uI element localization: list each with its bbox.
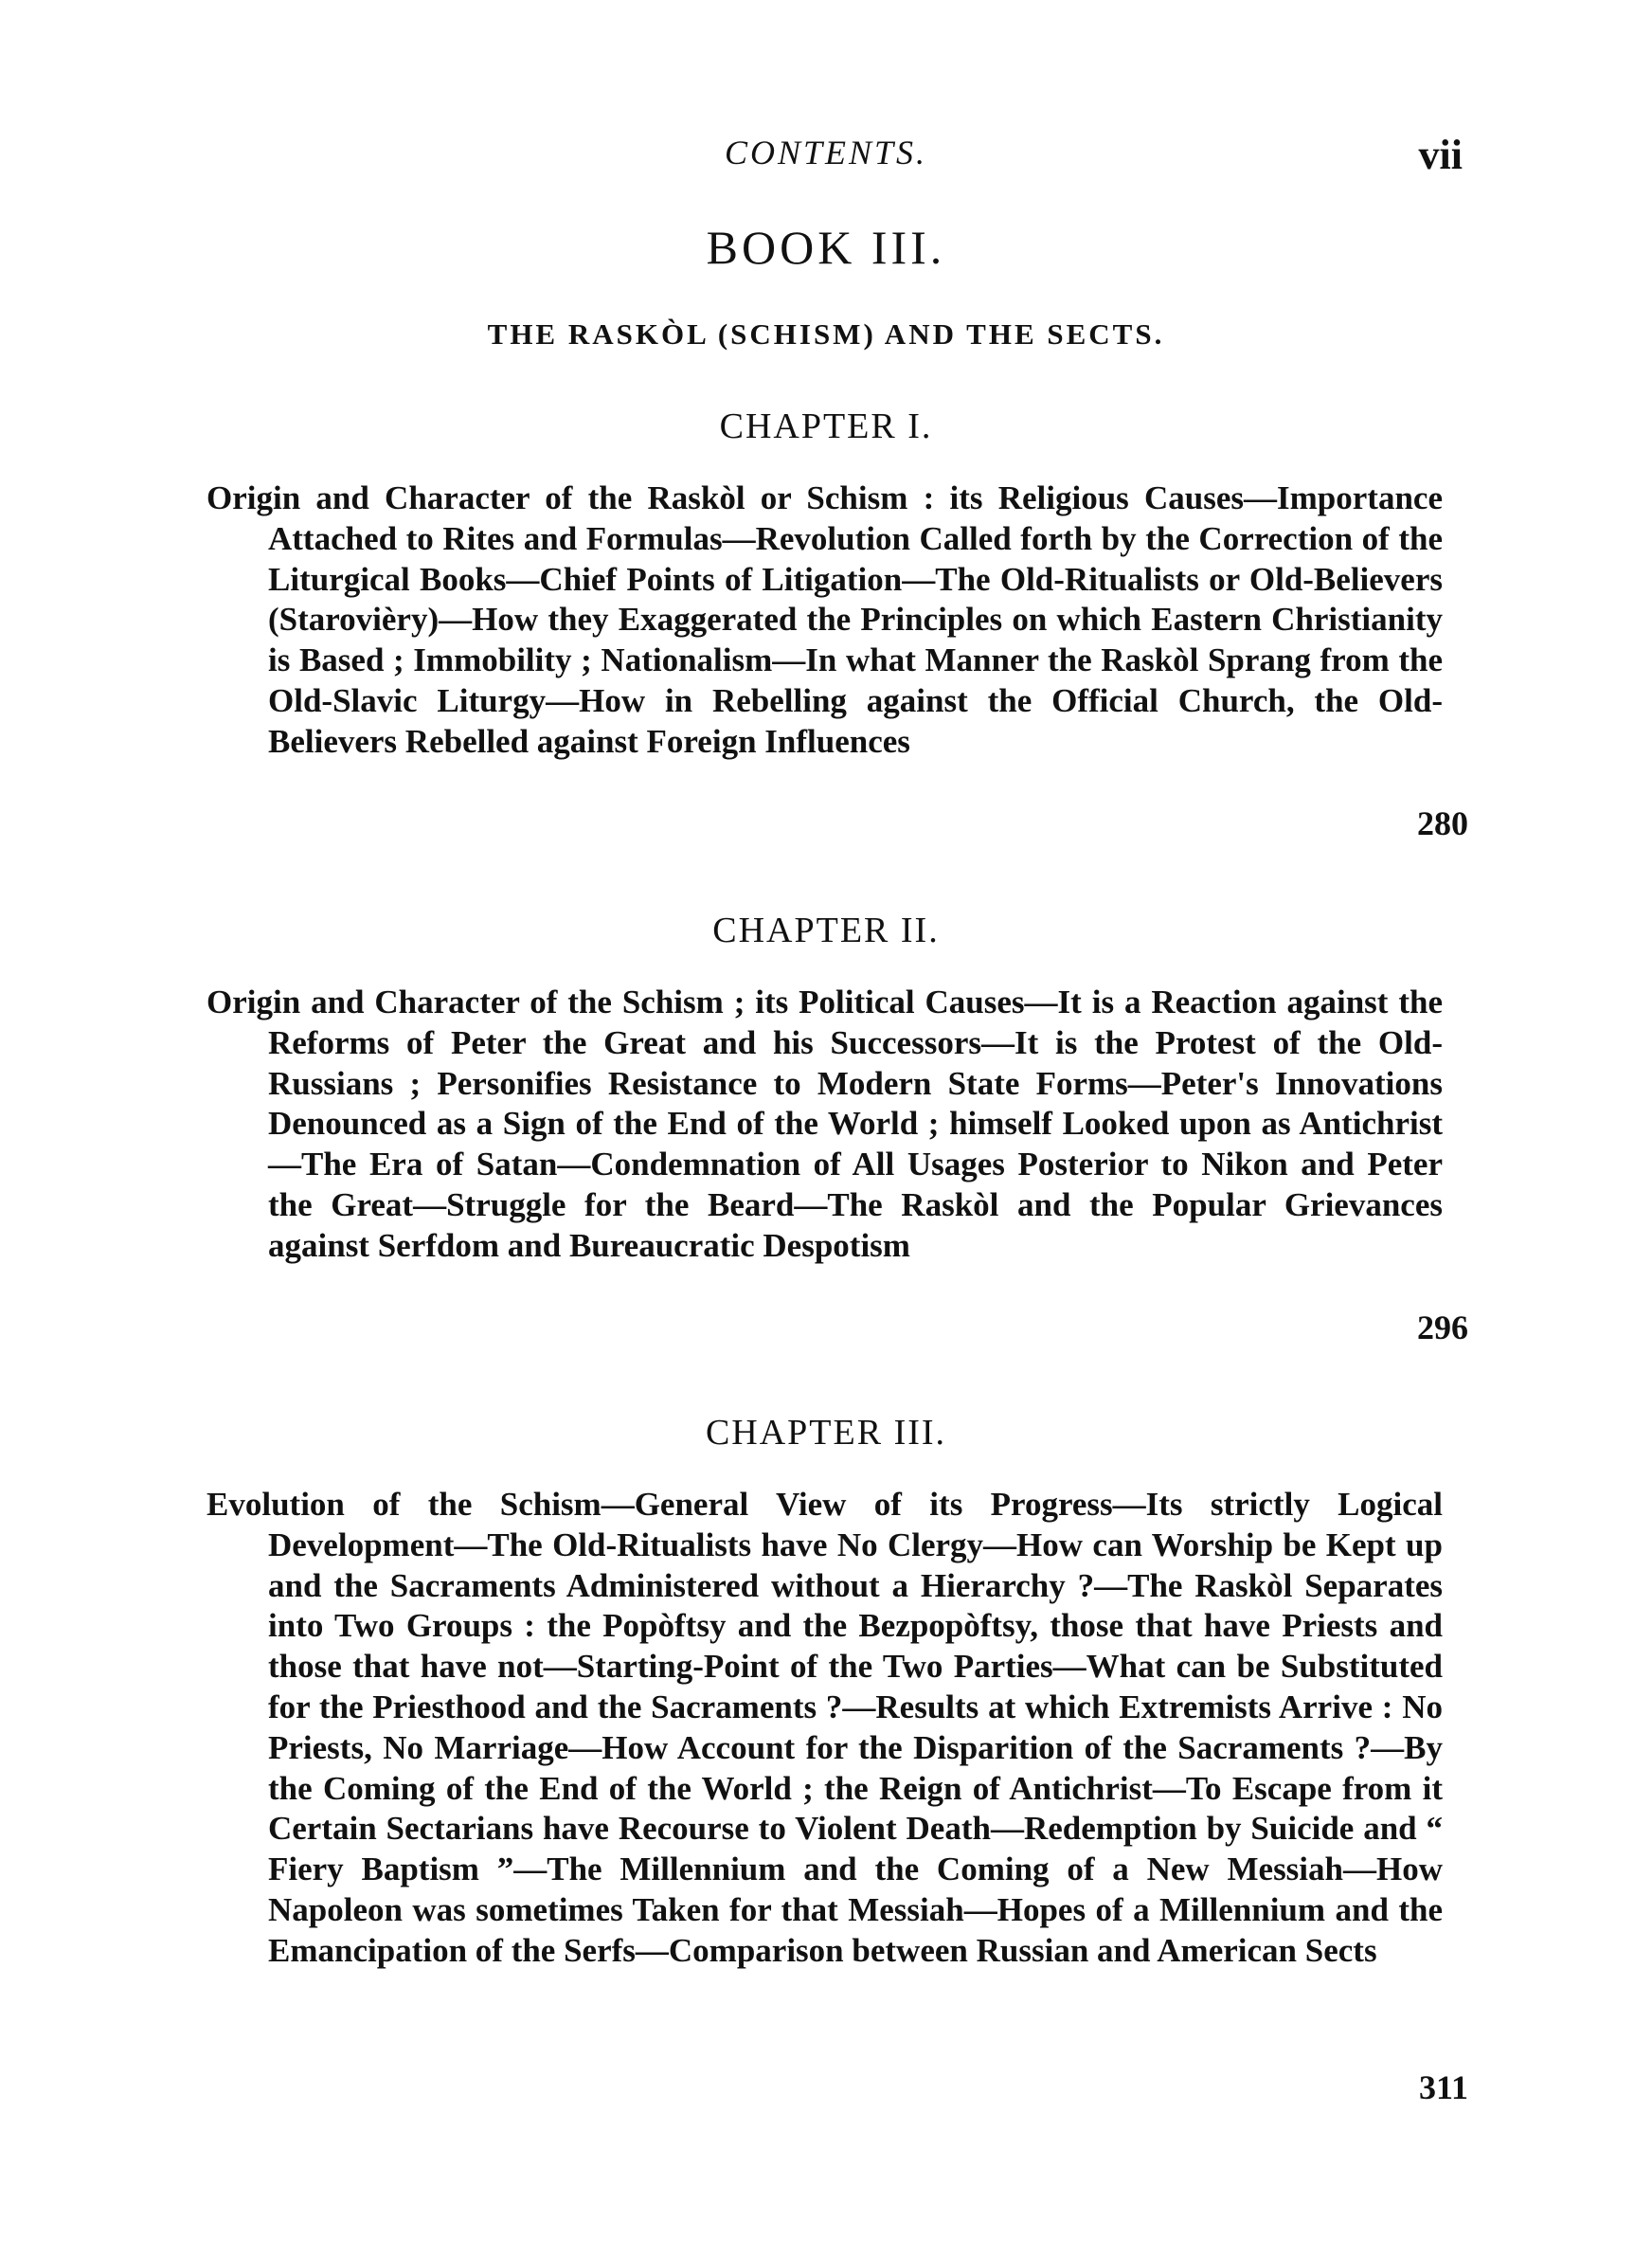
chapter-summary: Origin and Character of the Raskòl or Schism : its Religious Causes—Importance Attached to Rites and Formulas—Revolution Called forth by the Correction of the Liturgical Books—Chief Points of Litigation—The Old-Ritualists or Old-Believers (Starovièry)—How they Exaggerated the Principles on which Eastern Christianity is Based ; Immobility ; Nationalism—In what Manner the Raskòl Sprang from the Old-Slavic Liturgy—How in Rebelling against the Official Church, the Old-Believers Rebelled against Foreign Influences (206, 479, 1443, 760)
chapter-heading: CHAPTER I. (719, 406, 933, 446)
book-title: BOOK III. (706, 221, 946, 274)
chapter-summary: Evolution of the Schism—General View of its Progress—Its strictly Logical Development—The Old-Ritualists have No Clergy—How can Worship be Kept up and the Sacraments Administered without a Hierarchy ?—The Raskòl Separates into Two Groups : the Popòftsy and the Bezpopòftsy, those that have Priests and those that have not—Starting-Point of the Two Parties—What can be Substituted for the Priesthood and the Sacraments ?—Results at which Extremists Arrive : No Priests, No Marriage—How Account for the Disparition of the Sacraments ?—By the Coming of the End of the World ; the Reign of Antichrist—To Escape from it Certain Sectarians have Recourse to Violent Death—Redemption by Suicide and “ Fiery Baptism ”—The Millennium and the Coming of a New Messiah—How Napoleon was sometimes Taken for that Messiah—Hopes of a Millennium and the Emancipation of the Serfs—Comparison between Russian and American Sects (206, 1486, 1443, 1969)
chapter-heading: CHAPTER III. (705, 1413, 947, 1453)
chapter-heading: CHAPTER II. (712, 911, 940, 950)
chapter-page-number: 296 (1417, 1309, 1468, 1346)
running-head: CONTENTS. (724, 134, 928, 172)
chapter-summary: Origin and Character of the Schism ; its Political Causes—It is a Reaction against the Reforms of Peter the Great and his Successors—It is the Protest of the Old-Russians ; Personifies Resistance to Modern State Forms—Peter's Innovations Denounced as a Sign of the End of the World ; himself Looked upon as Antichrist—The Era of Satan—Condemnation of All Usages Posterior to Nikon and Peter the Great—Struggle for the Beard—The Raskòl and the Popular Grievances against Serfdom and Bureaucratic Despotism (206, 984, 1443, 1264)
chapter-page-number: 280 (1417, 804, 1468, 842)
part-title: THE RASKÒL (SCHISM) AND THE SECTS. (487, 317, 1165, 351)
page-number: vii (1418, 132, 1463, 178)
chapter-page-number: 311 (1418, 2068, 1468, 2106)
